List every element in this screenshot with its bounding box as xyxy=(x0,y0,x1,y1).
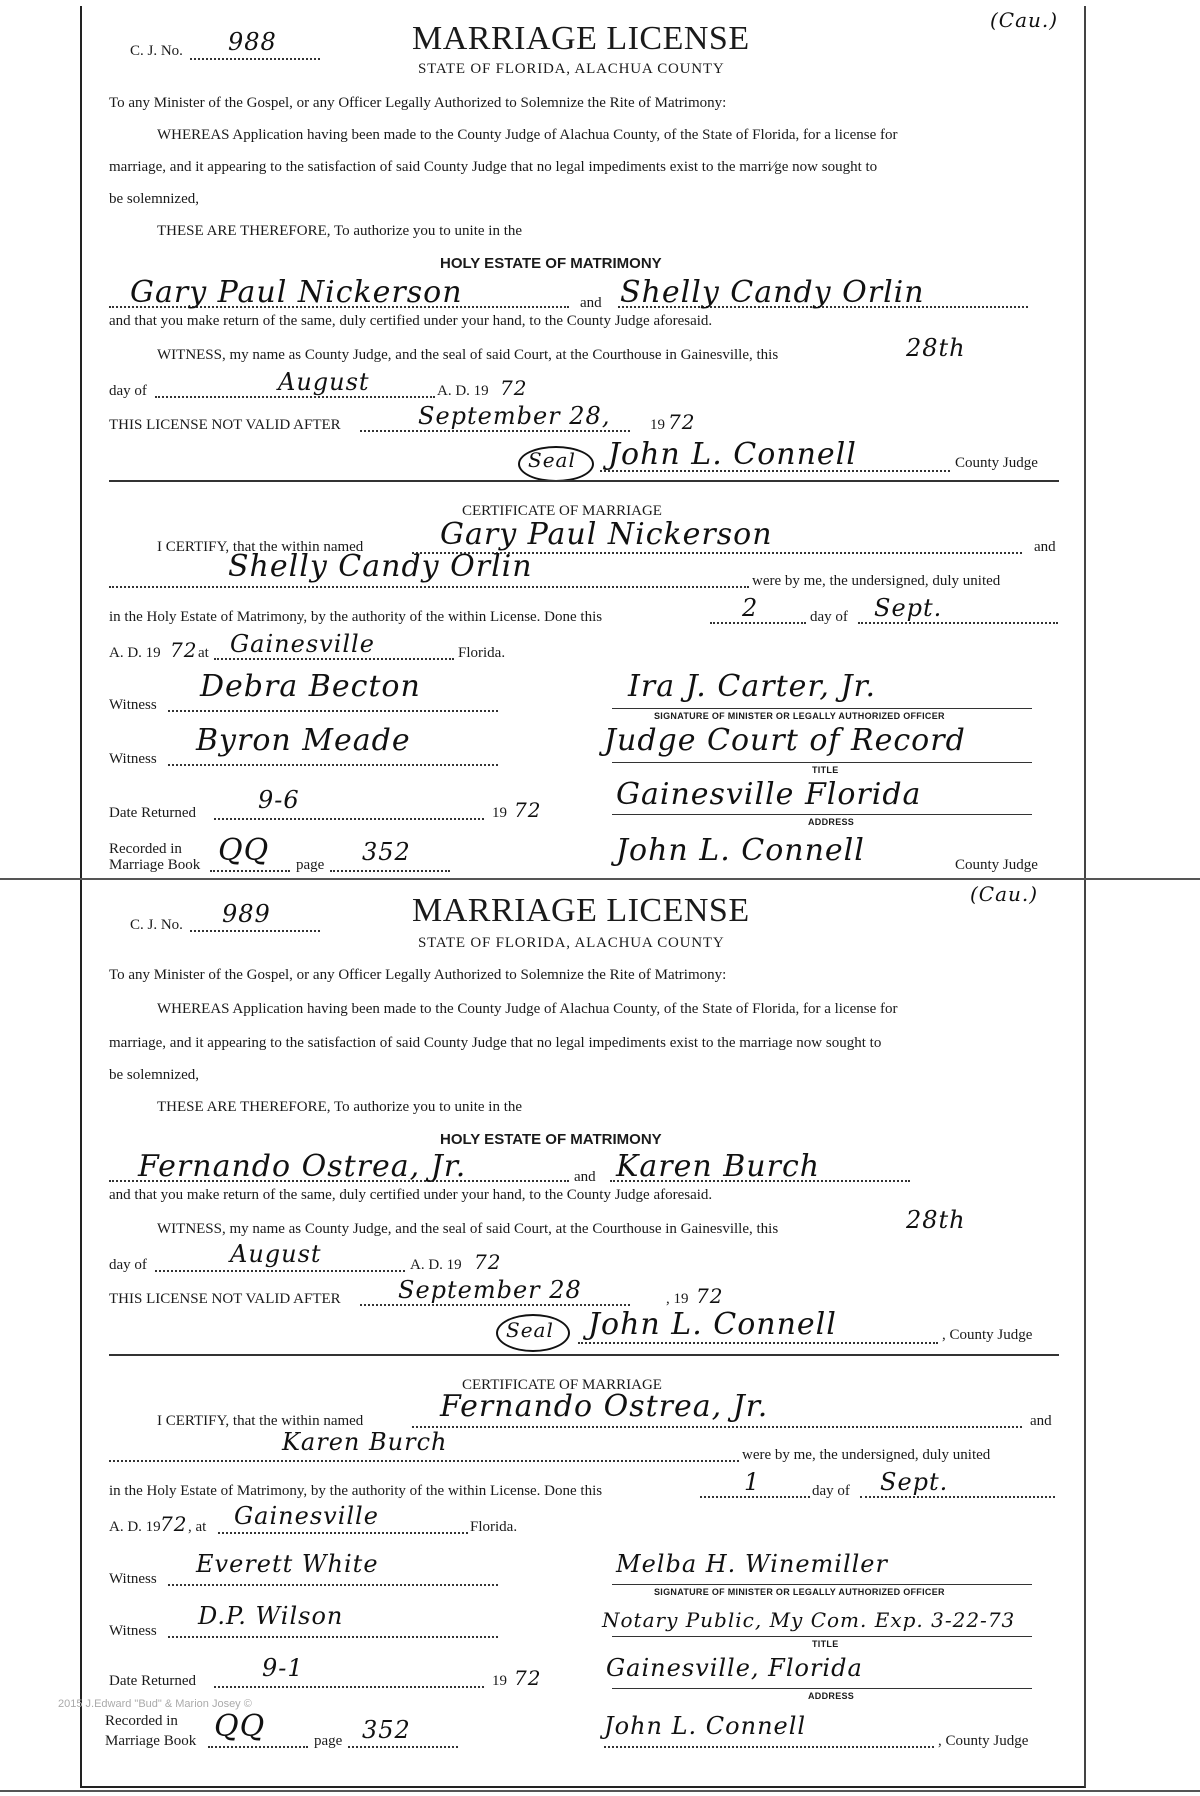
address-caption: ADDRESS xyxy=(808,1691,855,1701)
place: Gainesville xyxy=(230,630,375,658)
cert-ad-label: A. D. 19 xyxy=(109,645,161,661)
officer-signature-line xyxy=(612,708,1032,709)
officer-caption: SIGNATURE OF MINISTER OR LEGALLY AUTHORIZED OFFICER xyxy=(654,1587,945,1597)
date-returned-label: Date Returned xyxy=(109,1673,197,1689)
witness-1: Debra Becton xyxy=(200,669,421,704)
whereas-line-1: WHEREAS Application having been made to the County Judge of Alachua County, of the State of Florida, for a license for xyxy=(157,127,898,143)
witness-1: Everett White xyxy=(196,1550,379,1578)
date-returned-line xyxy=(214,818,484,820)
officer-address: Gainesville Florida xyxy=(616,777,922,812)
address-line-rule xyxy=(612,814,1032,815)
whereas-line-3: be solemnized, xyxy=(109,1067,199,1083)
title-line xyxy=(612,762,1032,763)
seal-text: Seal xyxy=(506,1318,554,1342)
county-judge-label: County Judge xyxy=(955,455,1038,471)
officer-address: Gainesville, Florida xyxy=(606,1654,863,1682)
page-line xyxy=(330,870,450,872)
witness-2-line xyxy=(168,764,498,766)
whereas-line-2: marriage, and it appearing to the satisfaction of said County Judge that no legal impediments exist to the marriage now sought to xyxy=(109,1035,882,1051)
address-caption: ADDRESS xyxy=(808,817,855,827)
cj-label: C. J. No. xyxy=(130,917,183,933)
date-returned: 9-1 xyxy=(262,1654,304,1682)
license-subtitle: STATE OF FLORIDA, ALACHUA COUNTY xyxy=(418,935,725,951)
done-day-line xyxy=(700,1496,810,1498)
book: QQ xyxy=(218,833,270,868)
page-label: page xyxy=(296,857,325,873)
license-title: MARRIAGE LICENSE xyxy=(412,20,750,57)
return-line: and that you make return of the same, duly certified under your hand, to the County Judge aforesaid. xyxy=(109,313,713,329)
whereas-line-1: WHEREAS Application having been made to the County Judge of Alachua County, of the State of Florida, for a license for xyxy=(157,1001,898,1017)
return-line: and that you make return of the same, duly certified under your hand, to the County Judge aforesaid. xyxy=(109,1187,713,1203)
officer-caption: SIGNATURE OF MINISTER OR LEGALLY AUTHORIZED OFFICER xyxy=(654,711,945,721)
whereas-line-3: be solemnized, xyxy=(109,191,199,207)
witness-2-line xyxy=(168,1636,498,1638)
not-valid-line xyxy=(360,430,630,432)
returned-year-prefix: 19 xyxy=(492,1673,507,1689)
done-day-of-label: day of xyxy=(810,609,848,625)
united-label: were by me, the undersigned, duly united xyxy=(742,1447,991,1463)
officer-signature: Melba H. Winemiller xyxy=(616,1550,888,1578)
not-valid-year: 72 xyxy=(668,410,696,434)
ad-label: A. D. 19 xyxy=(410,1257,462,1273)
place-line xyxy=(218,1532,468,1534)
cert-groom: Gary Paul Nickerson xyxy=(440,517,773,552)
witness-2: Byron Meade xyxy=(196,723,411,758)
date-returned: 9-6 xyxy=(258,786,300,814)
cert-ad-label: A. D. 19 xyxy=(109,1519,161,1535)
recording-county-judge-label: , County Judge xyxy=(938,1733,1029,1749)
officer-title: Notary Public, My Com. Exp. 3-22-73 xyxy=(602,1608,1016,1632)
cert-bride-line xyxy=(109,586,749,588)
witness-2-label: Witness xyxy=(109,751,157,767)
and-word: and xyxy=(574,1169,596,1185)
section-divider xyxy=(109,1354,1059,1356)
title-caption: TITLE xyxy=(812,1639,839,1649)
judge-signature-line xyxy=(578,1342,938,1344)
witness-1-label: Witness xyxy=(109,1571,157,1587)
cert-and-word: and xyxy=(1030,1413,1052,1429)
witness-day: 28th xyxy=(906,1206,966,1234)
section-divider xyxy=(109,480,1059,482)
whereas-line-2: marriage, and it appearing to the satisfaction of said County Judge that no legal impediments exist to the marri⁄ge now sought to xyxy=(109,159,878,175)
recording-judge-signature: John L. Connell xyxy=(616,833,865,868)
witness-day: 28th xyxy=(906,334,966,362)
and-word: and xyxy=(580,295,602,311)
month-line xyxy=(155,1270,405,1272)
officer-title: Judge Court of Record xyxy=(604,723,966,758)
page-label: page xyxy=(314,1733,343,1749)
recording-judge-signature: John L. Connell xyxy=(604,1712,807,1740)
therefore-line: THESE ARE THEREFORE, To authorize you to unite in the xyxy=(157,223,523,239)
title-caption: TITLE xyxy=(812,765,839,775)
not-valid-year-prefix: 19 xyxy=(650,417,665,433)
recorded-label-1: Recorded in xyxy=(109,841,182,857)
done-day-of-label: day of xyxy=(812,1483,850,1499)
not-valid-date: September 28, xyxy=(418,402,611,430)
cert-groom: Fernando Ostrea, Jr. xyxy=(440,1389,769,1424)
cert-bride: Karen Burch xyxy=(282,1428,448,1456)
done-year: 72 xyxy=(170,638,198,662)
page-line xyxy=(348,1746,458,1748)
recorded-label-2: Marriage Book xyxy=(105,1733,197,1749)
cert-bride: Shelly Candy Orlin xyxy=(228,549,533,584)
watermark: 2015 J.Edward "Bud" & Marion Josey © xyxy=(58,1698,252,1710)
annotation: (Cau.) xyxy=(990,8,1059,32)
license-title: MARRIAGE LICENSE xyxy=(412,892,750,929)
cert-and-word: and xyxy=(1034,539,1056,555)
done-month: Sept. xyxy=(874,594,943,622)
done-month-line xyxy=(858,622,1058,624)
day-of-label: day of xyxy=(109,1257,147,1273)
united-label: were by me, the undersigned, duly united xyxy=(752,573,1001,589)
book-line xyxy=(208,1746,308,1748)
certificate-heading: CERTIFICATE OF MARRIAGE xyxy=(462,1377,662,1393)
not-valid-year: 72 xyxy=(696,1284,724,1308)
recorded-label-2: Marriage Book xyxy=(109,857,201,873)
not-valid-date: September 28 xyxy=(398,1276,582,1304)
done-month-line xyxy=(860,1496,1055,1498)
cj-number-line xyxy=(190,930,320,932)
year: 72 xyxy=(500,376,528,400)
cj-number: 988 xyxy=(228,28,277,56)
returned-year: 72 xyxy=(514,1666,542,1690)
bride-name: Shelly Candy Orlin xyxy=(620,275,925,310)
cj-number-line xyxy=(190,58,320,60)
date-returned-line xyxy=(214,1686,484,1688)
date-returned-label: Date Returned xyxy=(109,805,197,821)
month: August xyxy=(278,368,370,396)
witness-1-label: Witness xyxy=(109,697,157,713)
recording-county-judge-label: County Judge xyxy=(955,857,1038,873)
groom-name: Gary Paul Nickerson xyxy=(130,275,463,310)
done-day: 2 xyxy=(742,594,759,622)
cert-groom-line xyxy=(412,1426,1022,1428)
returned-year: 72 xyxy=(514,798,542,822)
book-line xyxy=(210,870,290,872)
annotation: (Cau.) xyxy=(970,882,1039,906)
witness-1-line xyxy=(168,710,498,712)
not-valid-year-prefix: , 19 xyxy=(666,1291,689,1307)
witness-2: D.P. Wilson xyxy=(198,1602,344,1630)
cert-bride-line xyxy=(109,1460,739,1462)
therefore-line: THESE ARE THEREFORE, To authorize you to unite in the xyxy=(157,1099,523,1115)
recorded-label-1: Recorded in xyxy=(105,1713,178,1729)
done-month: Sept. xyxy=(880,1468,949,1496)
address-line: To any Minister of the Gospel, or any Officer Legally Authorized to Solemnize the Rite of Matrimony: xyxy=(109,95,727,111)
not-valid-line xyxy=(360,1304,630,1306)
cj-label: C. J. No. xyxy=(130,43,183,59)
certify-label: I CERTIFY, that the within named xyxy=(157,1413,364,1429)
place-line xyxy=(214,658,454,660)
holy-estate-heading: HOLY ESTATE OF MATRIMONY xyxy=(440,1131,662,1148)
page-number: 352 xyxy=(362,838,411,866)
day-of-label: day of xyxy=(109,383,147,399)
license-subtitle: STATE OF FLORIDA, ALACHUA COUNTY xyxy=(418,61,725,77)
ad-label: A. D. 19 xyxy=(437,383,489,399)
certificate-heading: CERTIFICATE OF MARRIAGE xyxy=(462,503,662,519)
seal-text: Seal xyxy=(528,448,576,472)
witness-2-label: Witness xyxy=(109,1623,157,1639)
done-year: 72 xyxy=(160,1512,188,1536)
done-day: 1 xyxy=(744,1468,761,1496)
judge-signature: John L. Connell xyxy=(608,437,857,472)
year: 72 xyxy=(474,1250,502,1274)
officer-signature: Ira J. Carter, Jr. xyxy=(628,669,877,704)
groom-name: Fernando Ostrea, Jr. xyxy=(138,1149,467,1184)
certify-label: I CERTIFY, that the within named xyxy=(157,539,364,555)
judge-signature: John L. Connell xyxy=(588,1307,837,1342)
witness-1-line xyxy=(168,1584,498,1586)
authority-label: in the Holy Estate of Matrimony, by the authority of the within License. Done this xyxy=(109,609,603,625)
witness-line: WITNESS, my name as County Judge, and the seal of said Court, at the Courthouse in Gainesville, this xyxy=(157,1221,779,1237)
page-number: 352 xyxy=(362,1716,411,1744)
returned-year-prefix: 19 xyxy=(492,805,507,821)
officer-signature-line xyxy=(612,1584,1032,1585)
title-line xyxy=(612,1636,1032,1637)
cj-number: 989 xyxy=(222,900,271,928)
bottom-edge xyxy=(0,1790,1200,1792)
witness-line: WITNESS, my name as County Judge, and the seal of said Court, at the Courthouse in Gainesville, this xyxy=(157,347,779,363)
book: QQ xyxy=(214,1709,266,1744)
address-line: To any Minister of the Gospel, or any Officer Legally Authorized to Solemnize the Rite of Matrimony: xyxy=(109,967,727,983)
month: August xyxy=(230,1240,322,1268)
page-join xyxy=(0,878,1200,880)
at-label: at xyxy=(198,645,209,661)
not-valid-label: THIS LICENSE NOT VALID AFTER xyxy=(109,1291,341,1307)
place: Gainesville xyxy=(234,1502,379,1530)
florida-label: Florida. xyxy=(458,645,506,661)
not-valid-label: THIS LICENSE NOT VALID AFTER xyxy=(109,417,341,433)
bride-name: Karen Burch xyxy=(616,1149,821,1184)
authority-label: in the Holy Estate of Matrimony, by the authority of the within License. Done this xyxy=(109,1483,603,1499)
holy-estate-heading: HOLY ESTATE OF MATRIMONY xyxy=(440,255,662,272)
recording-judge-line xyxy=(604,1746,934,1748)
done-day-line xyxy=(710,622,806,624)
at-label: , at xyxy=(188,1519,207,1535)
month-line xyxy=(155,396,435,398)
address-line-rule xyxy=(612,1688,1032,1689)
county-judge-label: , County Judge xyxy=(942,1327,1033,1343)
florida-label: Florida. xyxy=(470,1519,518,1535)
